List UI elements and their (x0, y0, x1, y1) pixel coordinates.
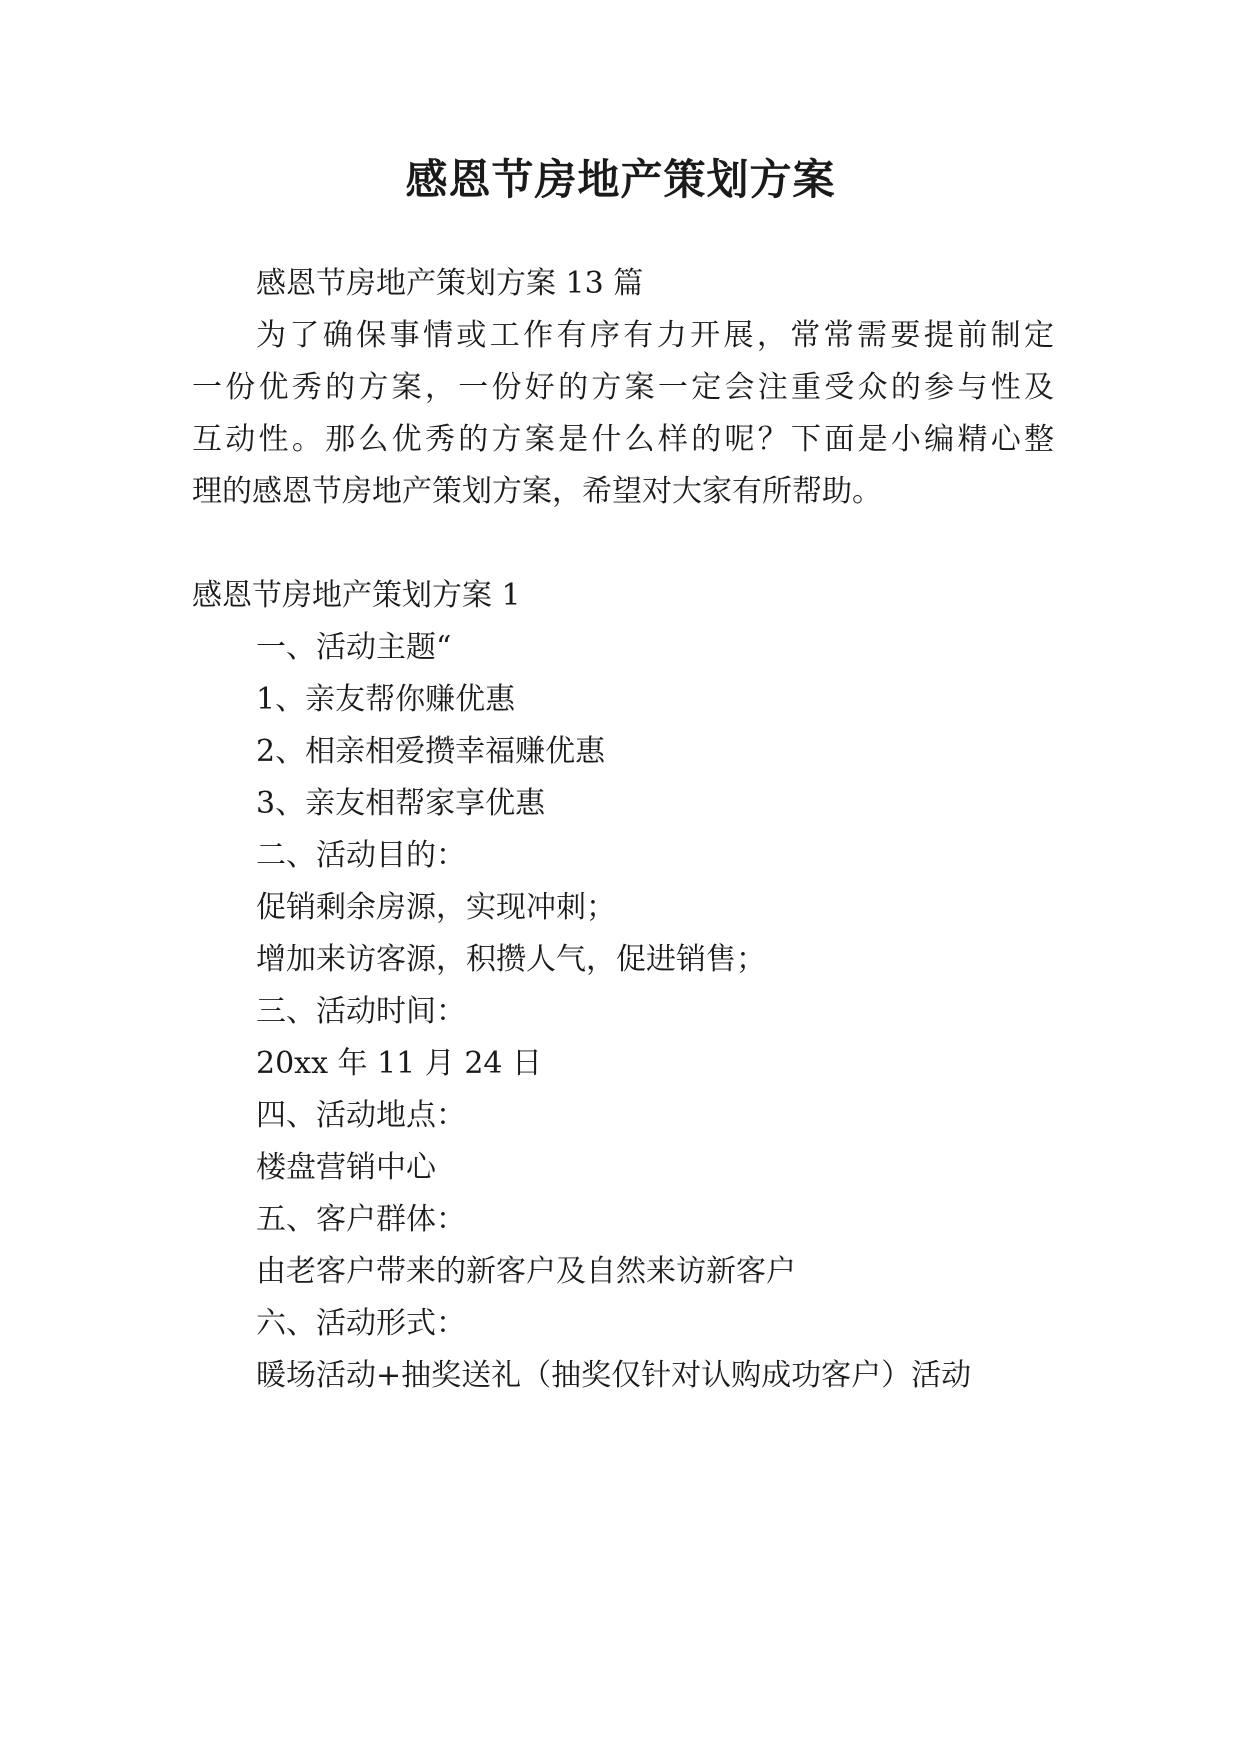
outline-item: 增加来访客源，积攒人气，促进销售； (256, 942, 766, 977)
outline-item: 六、活动形式： (256, 1306, 466, 1341)
intro-line: 互动性。那么优秀的方案是什么样的呢？下面是小编精心整 (192, 422, 1054, 457)
intro-line: 理的感恩节房地产策划方案，希望对大家有所帮助。 (192, 474, 882, 509)
outline-item: 一、活动主题“ (256, 630, 452, 665)
outline-item: 20xx 年 11 月 24 日 (256, 1046, 543, 1081)
outline-item: 暖场活动+抽奖送礼（抽奖仅针对认购成功客户）活动 (256, 1358, 972, 1393)
intro-line: 为了确保事情或工作有序有力开展，常常需要提前制定 (256, 318, 1054, 353)
outline-item: 四、活动地点： (256, 1098, 466, 1133)
outline-item: 由老客户带来的新客户及自然来访新客户 (256, 1254, 796, 1289)
outline-item: 三、活动时间： (256, 994, 466, 1029)
intro-line: 一份优秀的方案，一份好的方案一定会注重受众的参与性及 (192, 370, 1054, 405)
document-title: 感恩节房地产策划方案 (405, 155, 836, 204)
outline-item: 楼盘营销中心 (256, 1150, 436, 1185)
document-subtitle: 感恩节房地产策划方案 13 篇 (256, 266, 644, 301)
outline-item: 二、活动目的： (256, 838, 466, 873)
section-heading: 感恩节房地产策划方案 1 (192, 578, 521, 613)
outline-item: 3、亲友相帮家享优惠 (256, 786, 546, 821)
outline-item: 促销剩余房源，实现冲刺； (256, 890, 616, 925)
outline-item: 2、相亲相爱攒幸福赚优惠 (256, 734, 606, 769)
outline-item: 五、客户群体： (256, 1202, 466, 1237)
outline-item: 1、亲友帮你赚优惠 (256, 682, 516, 717)
